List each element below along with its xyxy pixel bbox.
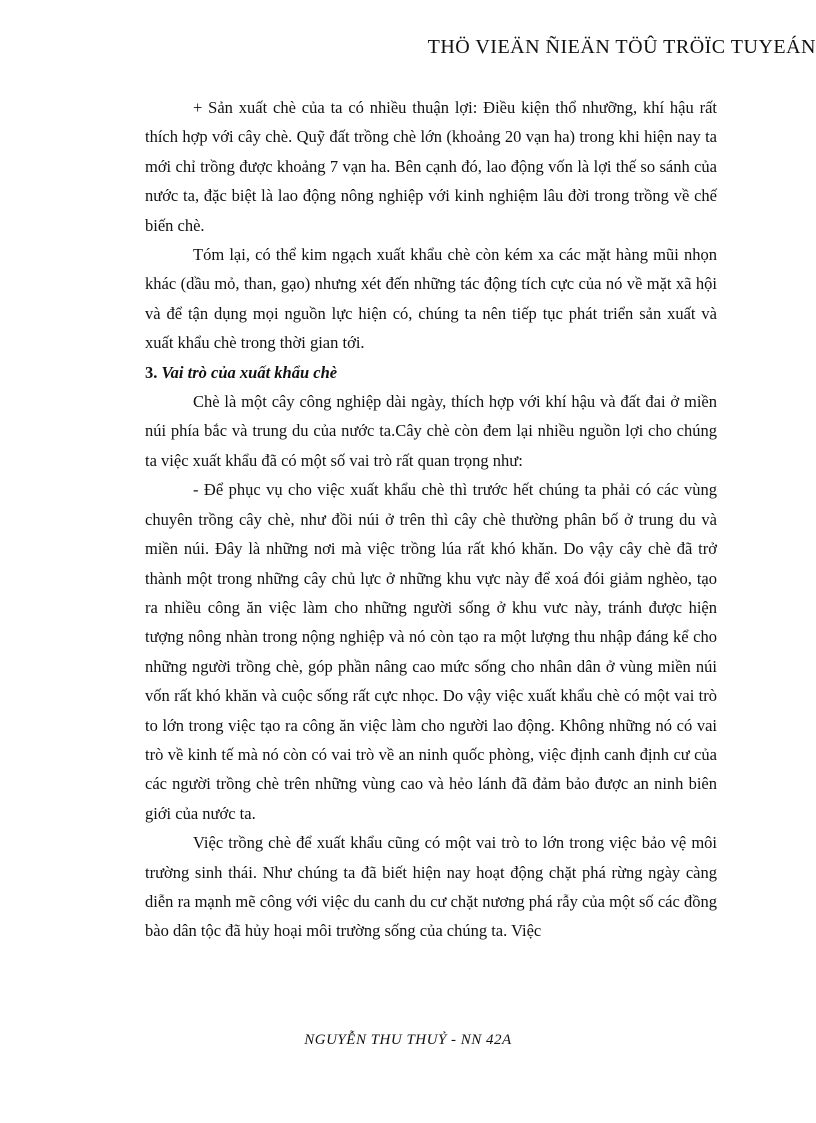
paragraph-environment: Việc trồng chè để xuất khẩu cũng có một vai trò to lớn trong việc bảo vệ môi trường sinh thái. Như chúng ta đã biết hiện nay hoạt động chặt phá rừng ngày càng diễn ra mạnh mẽ công với việc du canh du cư chặt nương phá rẫy của một số các đồng bào dân tộc đã hủy hoại môi trường sống của chúng ta. Việc xyxy=(145,833,717,941)
section-number: 3. xyxy=(145,362,158,382)
document-body xyxy=(145,93,717,946)
section-title: Vai trò của xuất khẩu chè xyxy=(161,362,338,382)
page-footer-author: NGUYỄN THU THUỶ - NN 42A xyxy=(304,1032,512,1048)
section-heading xyxy=(145,358,717,387)
paragraph-summary: Tóm lại, có thể kim ngạch xuất khẩu chè còn kém xa các mặt hàng mũi nhọn khác (dầu mỏ, than, gạo) nhưng xét đến những tác động tích cực của nó về mặt xã hội và để tận dụng mọi nguồn lực hiện có, chúng ta nên tiếp tục phát triển sản xuất và xuất khẩu chè trong thời gian tới. xyxy=(145,245,717,353)
page-header-title: THÖ VIEÄN ÑIEÄN TÖÛ TRÖÏC TUYEÁN xyxy=(427,36,816,58)
paragraph-intro: Chè là một cây công nghiệp dài ngày, thích hợp với khí hậu và đất đai ở miền núi phía bắc và trung du của nước ta.Cây chè còn đem lại nhiều nguồn lợi cho chúng ta việc xuất khẩu đã có một số vai trò rất quan trọng như: xyxy=(145,392,717,470)
paragraph-advantages: + Sản xuất chè của ta có nhiều thuận lợi: Điều kiện thổ nhưỡng, khí hậu rất thích hợp với cây chè. Quỹ đất trồng chè lớn (khoảng 20 vạn ha) trong khi hiện nay ta mới chỉ trồng được khoảng 7 vạn ha. Bên cạnh đó, lao động vốn là lợi thế so sánh của nước ta, đặc biệt là lao động nông nghiệp với kinh nghiệm lâu đời trong trồng về chế biến chè. xyxy=(145,98,717,235)
paragraph-employment: - Để phục vụ cho việc xuất khẩu chè thì trước hết chúng ta phải có các vùng chuyên trồng cây chè, như đồi núi ở trên thì cây chè thường phân bố ở trung du và miền núi. Đây là những nơi mà việc trồng lúa rất khó khăn. Do vậy cây chè đã trở thành một trong những cây chủ lực ở những khu vực này để xoá đói giảm nghèo, tạo ra nhiều công ăn việc làm cho những người sống ở khu vưc này, tránh được hiện tượng nông nhàn trong nộng nghiệp và nó còn tạo ra một lượng thu nhập đáng kể cho những người trồng chè, góp phần nâng cao mức sống cho nhân dân ở vùng miền núi vốn rất khó khăn và cuộc sống rất cực nhọc. Do vậy việc xuất khẩu chè có một vai trò to lớn trong việc tạo ra công ăn việc làm cho người lao động. Không những nó có vai trò về kinh tế mà nó còn có vai trò về an ninh quốc phòng, việc định canh định cư của các người trồng chè trên những vùng cao và hẻo lánh đã đảm bảo được an ninh biên giới của nước ta. xyxy=(145,480,717,823)
